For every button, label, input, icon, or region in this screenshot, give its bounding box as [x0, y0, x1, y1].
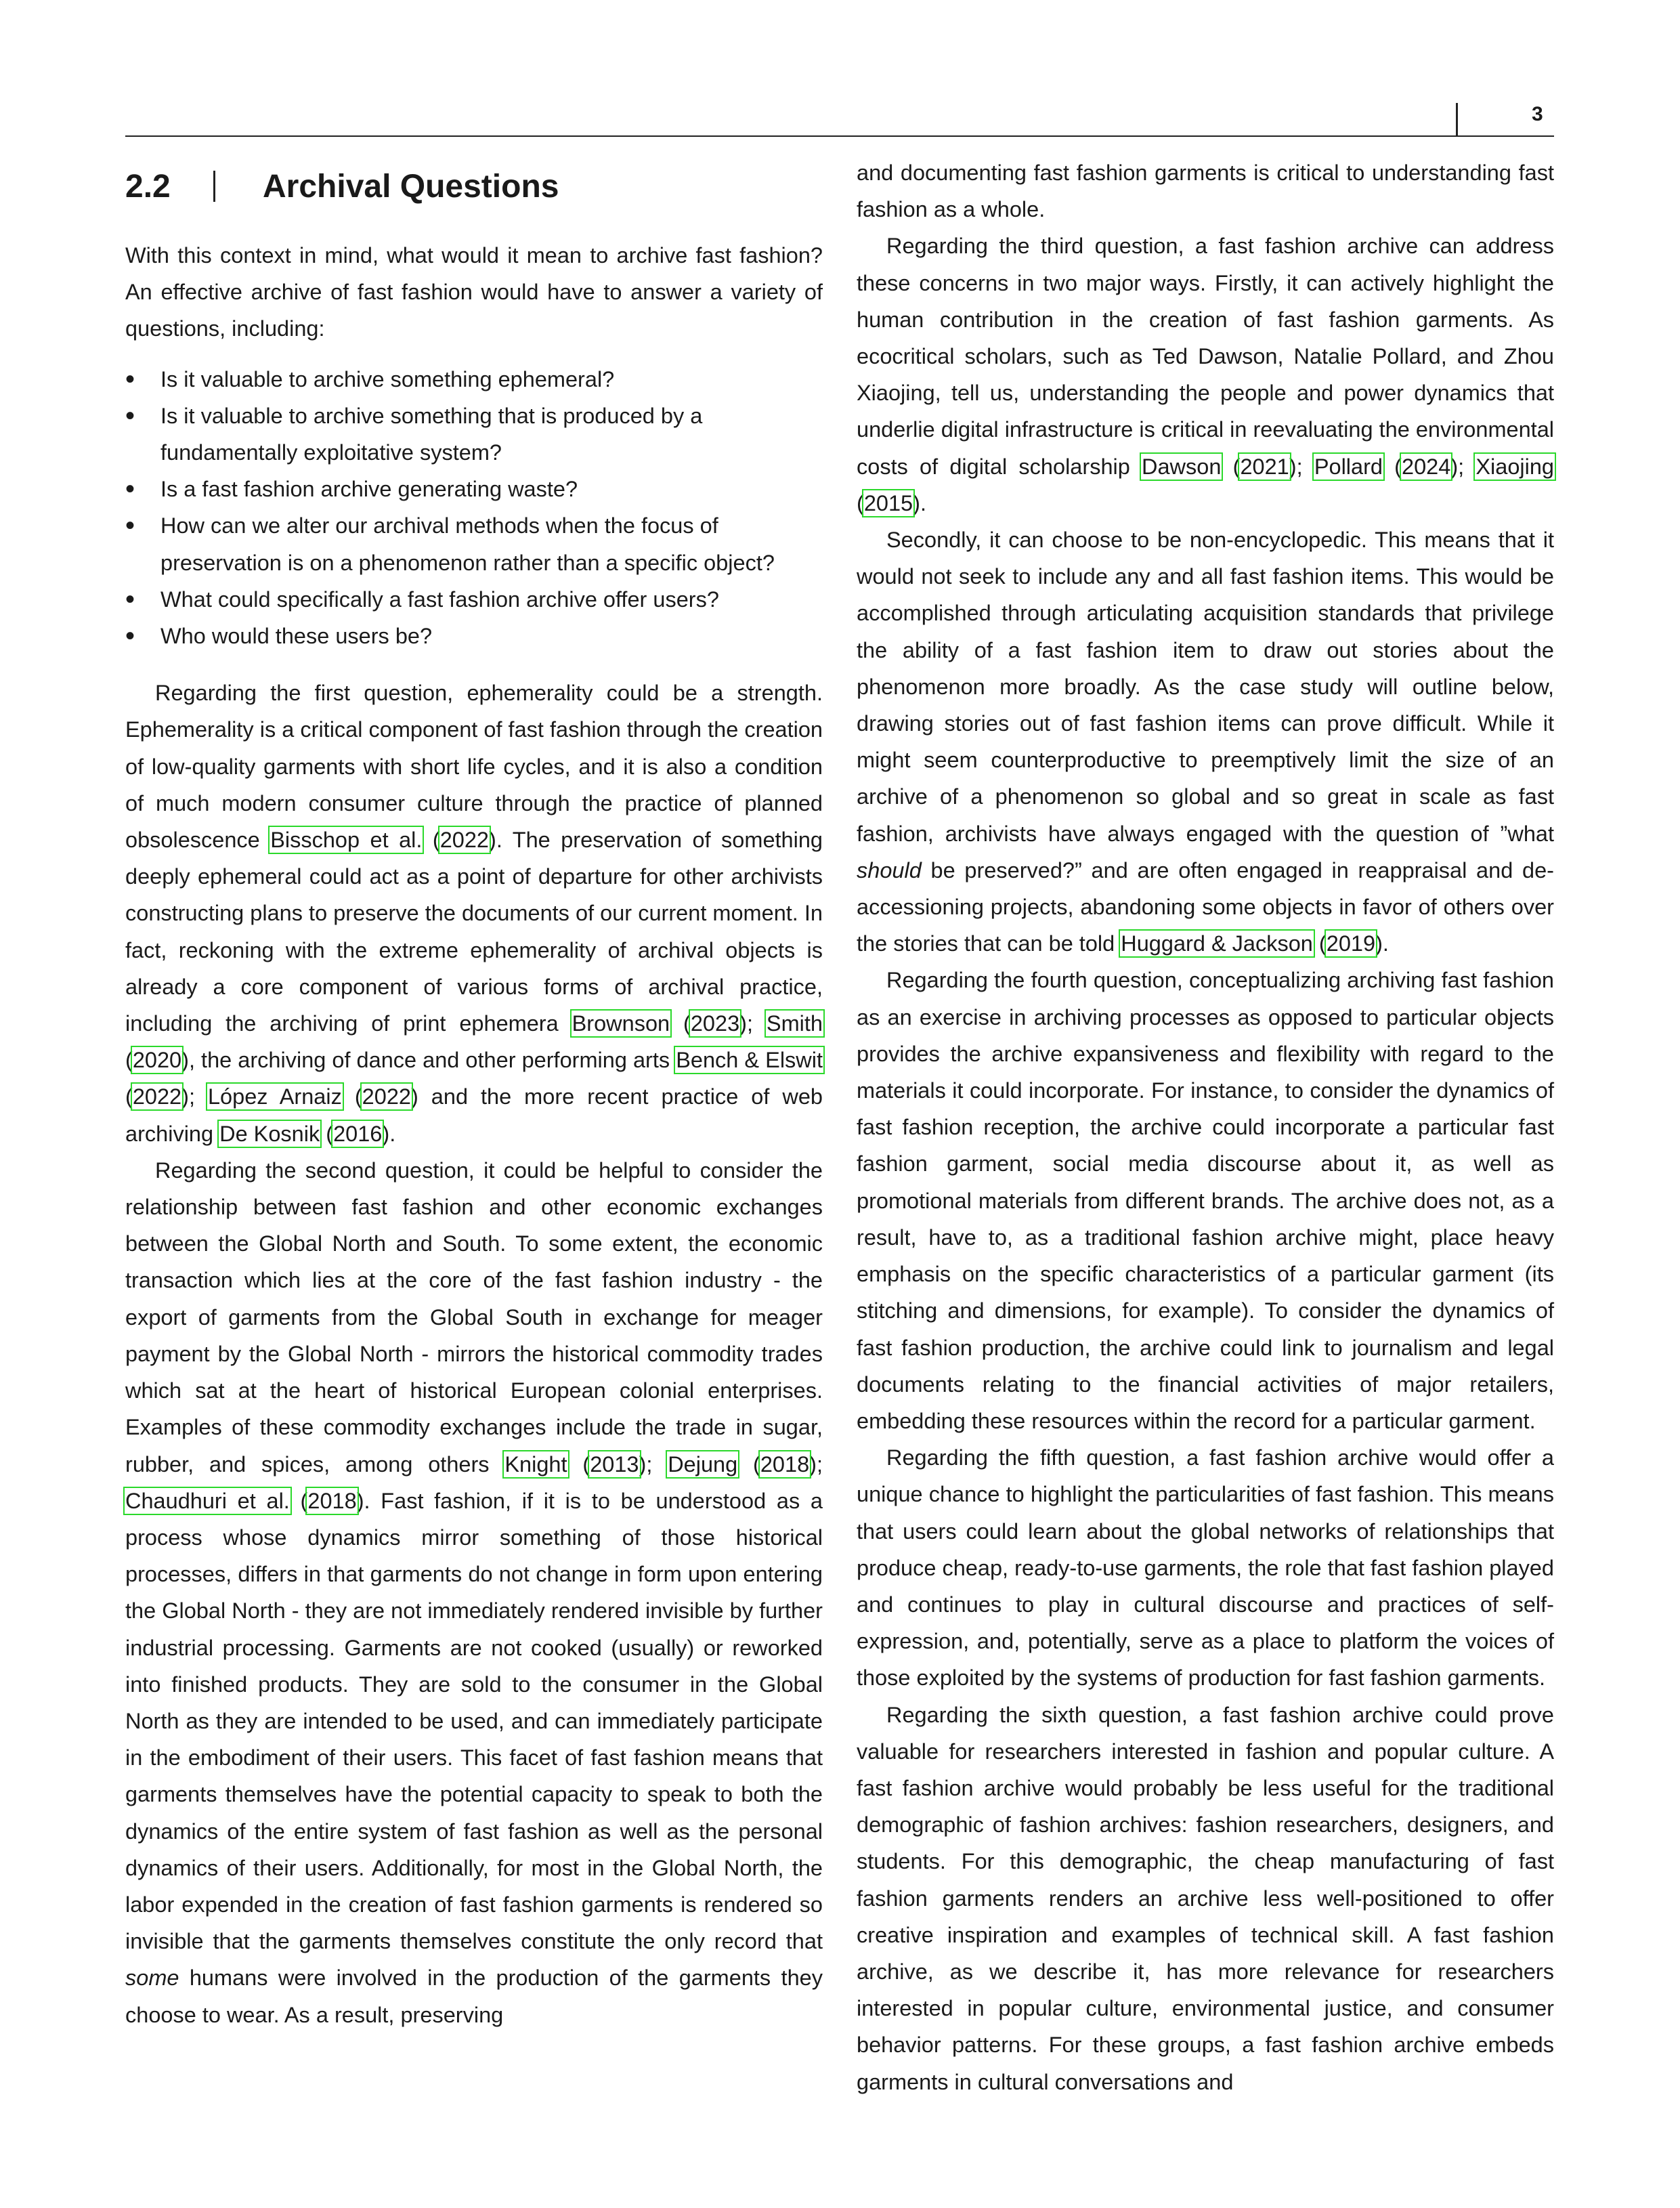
- paragraph-secondly: Secondly, it can choose to be non-encyclopedic. This means that it would not seek to include any and all fast fashion items. This would be accomplished through articulating acquisition standards that privilege the ability of a fast fashion item to draw out stories about the phenomenon more broadly. As the case study will outline below, drawing stories out of fast fashion items can prove difficult. While it might seem counterproductive to preemptively limit the size of an archive of a phenomenon so global and so great in scale as fast fashion, archivists have always engaged with the question of ”what should be preserved?” and are often engaged in reappraisal and de-accessioning projects, abandoning some objects in favor of others over the stories that can be told Huggard & Jackson (2019).: [857, 528, 1554, 956]
- emphasis: some: [125, 1966, 179, 1991]
- text: , the archiving of dance and other performing arts: [188, 1048, 676, 1073]
- citation-year-link[interactable]: 2021: [1240, 454, 1289, 479]
- paragraph-fifth-question: Regarding the fifth question, a fast fashion archive would offer a unique chance to highlight the particularities of fast fashion. This means that users could learn about the global networks of relationships that produce cheap, ready-to-use garments, the role that fast fashion played and continues to play in cultural discourse and practices of self-expression, and, potentially, serve as a place to platform the voices of those exploited by the systems of production for fast fashion garments.: [857, 1445, 1554, 1691]
- paragraph-first-question: Regarding the first question, ephemerality could be a strength. Ephemerality is a critical component of fast fashion through the creation of low-quality garments with short life cycles, and it is also a condition of much modern consumer culture through the practice of planned obsolescence Bisschop et al. (2022). The preservation of something deeply ephemeral could act as a point of departure for other archivists constructing plans to preserve the documents of our current moment. In fact, reckoning with the extreme ephemerality of archival objects is already a core component of various forms of archival practice, including the archiving of print ephemera Brownson (2023); Smith (2020), the archiving of dance and other performing arts Bench & Elswit (2022); López Arnaiz (2022) and the more recent practice of web archiving De Kosnik (2016).: [125, 681, 823, 1146]
- citation-year-link[interactable]: 2013: [590, 1451, 639, 1477]
- citation-link[interactable]: De Kosnik: [219, 1121, 320, 1146]
- citation-link[interactable]: Brownson: [572, 1011, 670, 1036]
- section-title: Archival Questions: [263, 168, 559, 205]
- citation-link[interactable]: Knight: [504, 1451, 567, 1477]
- question-item: • Is it valuable to archive something that is produced by a fundamentally exploitative system?: [125, 398, 823, 471]
- text: humans were involved in the production of the garments they choose to wear. As a result, preserving: [125, 1966, 823, 2027]
- text: . Fast fashion, if it is to be understood as a process whose dynamics mirror something of those historical processes, differs in that garments do not change in form upon entering the Global North - they are not immediately rendered invisible by further industrial processing. Garments are not cooked (usually) or reworked into finished products. They are sold to the consumer in the Global North as they are intended to be used, and can immediately participate in the embodiment of their users. This facet of fast fashion means that garments themselves have the potential capacity to speak to both the dynamics of the entire system of fast fashion as well as the personal dynamics of their users. Additionally, for most in the Global North, the labor expended in the creation of fast fashion garments is rendered so invisible that the garments themselves constitute the only record that: [125, 1488, 823, 1954]
- citation-link[interactable]: Dawson: [1142, 454, 1222, 479]
- text: . The preservation of something deeply ephemeral could act as a point of departure for other archivists constructing plans to preserve the documents of our current moment. In fact, reckoning with the extreme ephemerality of archival objects is already a core component of various forms of archival practice, including the archiving of print ephemera: [125, 828, 823, 1036]
- paragraph-sixth-question: Regarding the sixth question, a fast fashion archive could prove valuable for researchers interested in fashion and popular culture. A fast fashion archive would probably be less useful for the traditional demographic of fashion archives: fashion researchers, designers, and students. For this demographic, the cheap manufacturing of fast fashion garments renders an archive less well-positioned to offer creative inspiration and examples of technical skill. A fast fashion archive, as we describe it, has more relevance for researchers interested in popular culture, environmental justice, and consumer behavior patterns. For these groups, a fast fashion archive embeds garments in cultural conversations and: [857, 1702, 1554, 2094]
- text: be preserved?” and are often engaged in reappraisal and de-accessioning projects, abandoning some objects in favor of others over the stories that can be told: [857, 857, 1554, 956]
- citation-link[interactable]: Bench & Elswit: [676, 1048, 823, 1073]
- section-heading: [125, 157, 823, 215]
- question-item: • How can we alter our archival methods when the focus of preservation is on a phenomenon rather than a specific object?: [125, 507, 823, 580]
- text: Regarding the first question, ephemerality could be a strength. Ephemerality is a critical component of fast fashion through the creation of low-quality garments with short life cycles, and it is also a condition of much modern consumer culture through the practice of planned obsolescence: [125, 681, 823, 853]
- citation-link[interactable]: López Arnaiz: [207, 1084, 342, 1109]
- citation-link[interactable]: Smith: [766, 1011, 823, 1036]
- question-item: • Is a fast fashion archive generating waste?: [125, 471, 823, 507]
- citation-year-link[interactable]: 2016: [333, 1121, 383, 1146]
- header-rule: [125, 135, 1554, 137]
- citation-link[interactable]: Huggard & Jackson: [1121, 931, 1313, 956]
- question-item: • Who would these users be?: [125, 618, 823, 654]
- paragraph-fourth-question: Regarding the fourth question, conceptualizing archiving fast fashion as an exercise in archiving processes as opposed to particular objects provides the archive expansiveness and flexibility with regard to the materials it could incorporate. For instance, to consider the dynamics of fast fashion reception, the archive could incorporate a particular fast fashion garment, social media discourse about it, as well as promotional materials from different brands. The archive does not, as a result, have to, as a traditional fashion archive might, place heavy emphasis on the specific characteristics of a particular garment (its stitching and dimensions, for example). To consider the dynamics of fast fashion production, the archive could link to journalism and legal documents relating to the financial activities of major retailers, embedding these resources within the record for a particular garment.: [857, 968, 1554, 1433]
- citation-year-link[interactable]: 2018: [307, 1488, 357, 1513]
- text: Regarding the second question, it could be helpful to consider the relationship between fast fashion and other economic exchanges between the Global North and South. To some extent, the economic transaction which lies at the core of the fast fashion industry - the export of garments from the Global South in exchange for meager payment by the Global North - mirrors the historical commodity trades which sat at the heart of historical European colonial enterprises. Examples of these commodity exchanges include the trade in sugar, rubber, and spices, among others: [125, 1158, 823, 1477]
- paragraph-continued: and documenting fast fashion garments is critical to understanding fast fashion as a whole.: [857, 161, 1554, 222]
- citation-link[interactable]: Dejung: [668, 1451, 738, 1477]
- header-divider: [1456, 103, 1458, 135]
- text: Regarding the third question, a fast fashion archive can address these concerns in two major ways. Firstly, it can actively highlight the human contribution in the creation of fast fashion garments. As ecocritical scholars, such as Ted Dawson, Natalie Pollard, and Zhou Xiaojing, tell us, understanding the people and power dynamics that underlie digital infrastructure is critical in reevaluating the environmental costs of digital scholarship: [857, 234, 1554, 479]
- question-list: [125, 361, 823, 655]
- question-item: • What could specifically a fast fashion archive offer users?: [125, 581, 823, 618]
- citation-year-link[interactable]: 2022: [362, 1084, 411, 1109]
- citation-link[interactable]: Chaudhuri et al.: [125, 1488, 290, 1513]
- text: Secondly, it can choose to be non-encyclopedic. This means that it would not seek to include any and all fast fashion items. This would be accomplished through articulating acquisition standards that privilege the ability of a fast fashion item to draw out stories about the phenomenon more broadly. As the case study will outline below, drawing stories out of fast fashion items can prove difficult. While it might seem counterproductive to preemptively limit the size of an archive of a phenomenon so global and so great in scale as fast fashion, archivists have always engaged with the question of ”what: [857, 528, 1554, 846]
- emphasis: should: [857, 857, 922, 883]
- paragraph-third-question: Regarding the third question, a fast fashion archive can address these concerns in two major ways. Firstly, it can actively highlight the human contribution in the creation of fast fashion garments. As ecocritical scholars, such as Ted Dawson, Natalie Pollard, and Zhou Xiaojing, tell us, understanding the people and power dynamics that underlie digital infrastructure is critical in reevaluating the environmental costs of digital scholarship Dawson (2021); Pollard (2024); Xiaojing (2015).: [857, 234, 1554, 515]
- citation-year-link[interactable]: 2015: [863, 490, 913, 515]
- citation-link[interactable]: Bisschop et al.: [270, 828, 423, 853]
- citation-year-link[interactable]: 2024: [1402, 454, 1451, 479]
- citation-year-link[interactable]: 2019: [1326, 931, 1376, 956]
- citation-year-link[interactable]: 2022: [132, 1084, 182, 1109]
- citation-link[interactable]: Xiaojing: [1476, 454, 1554, 479]
- section-number: 2.2: [125, 168, 171, 205]
- question-item: • Is it valuable to archive something ephemeral?: [125, 361, 823, 398]
- page-number: 3: [1532, 103, 1543, 125]
- text: and the more recent practice of web archiving: [125, 1084, 823, 1146]
- citation-year-link[interactable]: 2022: [439, 828, 490, 853]
- section-separator: [213, 171, 215, 202]
- intro-paragraph: With this context in mind, what would it mean to archive fast fashion? An effective archive of fast fashion would have to answer a variety of questions, including:: [125, 243, 823, 341]
- citation-year-link[interactable]: 2023: [690, 1011, 740, 1036]
- citation-year-link[interactable]: 2018: [760, 1451, 810, 1477]
- citation-year-link[interactable]: 2020: [132, 1048, 182, 1073]
- right-column: [857, 154, 1554, 2100]
- left-column: [125, 149, 823, 2033]
- paragraph-second-question: Regarding the second question, it could be helpful to consider the relationship between fast fashion and other economic exchanges between the Global North and South. To some extent, the economic transaction which lies at the core of the fast fashion industry - the export of garments from the Global South in exchange for meager payment by the Global North - mirrors the historical commodity trades which sat at the heart of historical European colonial enterprises. Examples of these commodity exchanges include the trade in sugar, rubber, and spices, among others Knight (2013); Dejung (2018); Chaudhuri et al. (2018). Fast fashion, if it is to be understood as a process whose dynamics mirror something of those historical processes, differs in that garments do not change in form upon entering the Global North - they are not immediately rendered invisible by further industrial processing. Garments are not cooked (usually) or reworked into finished products. They are sold to the consumer in the Global North as they are intended to be used, and can immediately participate in the embodiment of their users. This facet of fast fashion means that garments themselves have the potential capacity to speak to both the dynamics of the entire system of fast fashion as well as the personal dynamics of their users. Additionally, for most in the Global North, the labor expended in the creation of fast fashion garments is rendered so invisible that the garments themselves constitute the only record that some humans were involved in the production of the garments they choose to wear. As a result, preserving: [125, 1158, 823, 2027]
- citation-link[interactable]: Pollard: [1314, 454, 1383, 479]
